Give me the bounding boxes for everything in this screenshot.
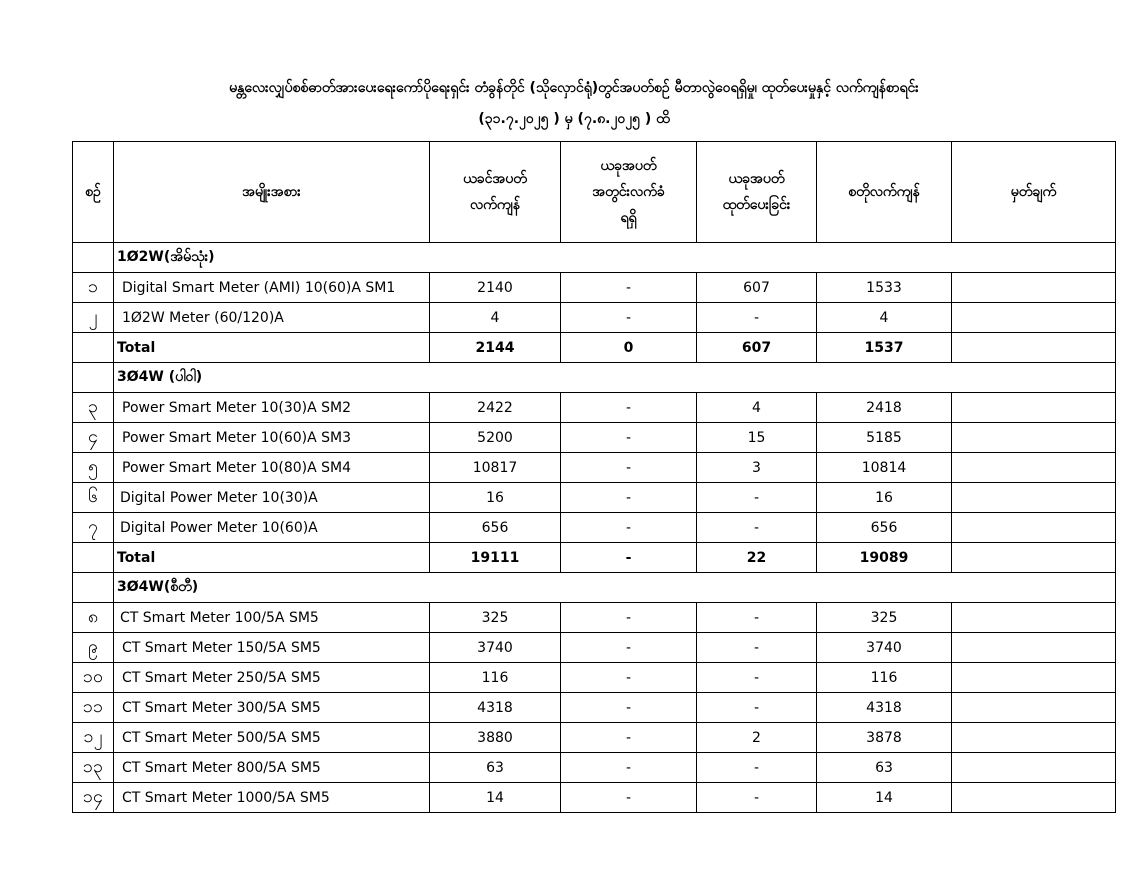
received: - — [561, 453, 697, 483]
meter-type: CT Smart Meter 150/5A SM5 — [114, 633, 430, 663]
remarks — [952, 783, 1116, 813]
issued: 607 — [697, 273, 817, 303]
table-row — [73, 303, 1116, 333]
prev-balance: 3880 — [430, 723, 561, 753]
remarks — [952, 663, 1116, 693]
table-row — [73, 633, 1116, 663]
remarks — [952, 453, 1116, 483]
table-row — [73, 603, 1116, 633]
section-row — [73, 243, 1116, 273]
table-row — [73, 723, 1116, 753]
table-row — [73, 483, 1116, 513]
remarks — [952, 753, 1116, 783]
issued: 15 — [697, 423, 817, 453]
header-issued: ယခုအပတ် ထုတ်ပေးခြင်း — [697, 142, 817, 243]
header-received: ယခုအပတ် အတွင်းလက်ခံ ရရှိ — [561, 142, 697, 243]
meter-type: CT Smart Meter 250/5A SM5 — [114, 663, 430, 693]
total-remarks — [952, 333, 1116, 363]
section-no-cell — [73, 573, 114, 603]
received: - — [561, 303, 697, 333]
section-label: 3Ø4W (ပါဝါ) — [114, 363, 1116, 393]
table-row — [73, 513, 1116, 543]
issued: - — [697, 513, 817, 543]
prev-balance: 2422 — [430, 393, 561, 423]
received: - — [561, 723, 697, 753]
received: - — [561, 273, 697, 303]
total-row — [73, 333, 1116, 363]
issued: - — [697, 603, 817, 633]
total-issued: 22 — [697, 543, 817, 573]
issued: - — [697, 483, 817, 513]
store-balance: 10814 — [817, 453, 952, 483]
total-label: Total — [114, 543, 430, 573]
total-no-cell — [73, 333, 114, 363]
header-remarks: မှတ်ချက် — [952, 142, 1116, 243]
header-store-balance: စတိုလက်ကျန် — [817, 142, 952, 243]
received: - — [561, 393, 697, 423]
total-remarks — [952, 543, 1116, 573]
table-row — [73, 393, 1116, 423]
section-label: 1Ø2W(အိမ်သုံး) — [114, 243, 1116, 273]
table-row — [73, 783, 1116, 813]
total-label: Total — [114, 333, 430, 363]
received: - — [561, 753, 697, 783]
header-no: စဉ် — [73, 142, 114, 243]
meter-type: CT Smart Meter 500/5A SM5 — [114, 723, 430, 753]
received: - — [561, 633, 697, 663]
prev-balance: 4 — [430, 303, 561, 333]
meter-type: Digital Power Meter 10(60)A — [114, 513, 430, 543]
inventory-table — [72, 141, 1116, 813]
total-received: 0 — [561, 333, 697, 363]
row-number: ၁၃ — [73, 753, 114, 783]
issued: 2 — [697, 723, 817, 753]
meter-type: CT Smart Meter 800/5A SM5 — [114, 753, 430, 783]
issued: 4 — [697, 393, 817, 423]
issued: - — [697, 633, 817, 663]
row-number: ၆ — [73, 483, 114, 513]
remarks — [952, 393, 1116, 423]
issued: - — [697, 663, 817, 693]
received: - — [561, 603, 697, 633]
header-prev-balance: ယခင်အပတ် လက်ကျန် — [430, 142, 561, 243]
total-prev-balance: 2144 — [430, 333, 561, 363]
store-balance: 3740 — [817, 633, 952, 663]
row-number: ၉ — [73, 633, 114, 663]
issued: - — [697, 303, 817, 333]
remarks — [952, 483, 1116, 513]
remarks — [952, 633, 1116, 663]
row-number: ၇ — [73, 513, 114, 543]
meter-type: CT Smart Meter 1000/5A SM5 — [114, 783, 430, 813]
store-balance: 4318 — [817, 693, 952, 723]
row-number: ၅ — [73, 453, 114, 483]
row-number: ၈ — [73, 603, 114, 633]
total-received: - — [561, 543, 697, 573]
header-type: အမျိုးအစား — [114, 142, 430, 243]
store-balance: 16 — [817, 483, 952, 513]
store-balance: 63 — [817, 753, 952, 783]
report-title: မန္တလေးလျှပ်စစ်ဓာတ်အားပေးရေးကော်ပိုရေးရှင်း တံခွန်တိုင် (သိုလှောင်ရုံ)တွင်အပတ်စဉ် မီတာလွဲဝေရရှိမှု၊ ထုတ်ပေးမှုနှင့် လက်ကျန်စာရင်း — [229, 80, 919, 96]
prev-balance: 63 — [430, 753, 561, 783]
row-number: ၁၁ — [73, 693, 114, 723]
store-balance: 4 — [817, 303, 952, 333]
received: - — [561, 513, 697, 543]
table-row — [73, 753, 1116, 783]
meter-type: Power Smart Meter 10(60)A SM3 — [114, 423, 430, 453]
prev-balance: 3740 — [430, 633, 561, 663]
issued: - — [697, 753, 817, 783]
row-number: ၂ — [73, 303, 114, 333]
received: - — [561, 483, 697, 513]
table-row — [73, 453, 1116, 483]
received: - — [561, 783, 697, 813]
section-label: 3Ø4W(စီတီ) — [114, 573, 1116, 603]
total-store-balance: 19089 — [817, 543, 952, 573]
prev-balance: 656 — [430, 513, 561, 543]
received: - — [561, 423, 697, 453]
total-store-balance: 1537 — [817, 333, 952, 363]
meter-type: 1Ø2W Meter (60/120)A — [114, 303, 430, 333]
section-row — [73, 573, 1116, 603]
row-number: ၁၀ — [73, 663, 114, 693]
store-balance: 3878 — [817, 723, 952, 753]
meter-type: Power Smart Meter 10(80)A SM4 — [114, 453, 430, 483]
remarks — [952, 303, 1116, 333]
section-no-cell — [73, 243, 114, 273]
total-issued: 607 — [697, 333, 817, 363]
table-row — [73, 693, 1116, 723]
store-balance: 1533 — [817, 273, 952, 303]
store-balance: 656 — [817, 513, 952, 543]
meter-type: Power Smart Meter 10(30)A SM2 — [114, 393, 430, 423]
remarks — [952, 603, 1116, 633]
store-balance: 14 — [817, 783, 952, 813]
remarks — [952, 273, 1116, 303]
total-row — [73, 543, 1116, 573]
remarks — [952, 723, 1116, 753]
total-prev-balance: 19111 — [430, 543, 561, 573]
meter-type: Digital Power Meter 10(30)A — [114, 483, 430, 513]
total-no-cell — [73, 543, 114, 573]
prev-balance: 10817 — [430, 453, 561, 483]
remarks — [952, 693, 1116, 723]
meter-type: CT Smart Meter 100/5A SM5 — [114, 603, 430, 633]
meter-type: CT Smart Meter 300/5A SM5 — [114, 693, 430, 723]
store-balance: 5185 — [817, 423, 952, 453]
row-number: ၃ — [73, 393, 114, 423]
store-balance: 2418 — [817, 393, 952, 423]
row-number: ၁၄ — [73, 783, 114, 813]
row-number: ၁၂ — [73, 723, 114, 753]
prev-balance: 325 — [430, 603, 561, 633]
section-row — [73, 363, 1116, 393]
remarks — [952, 423, 1116, 453]
issued: 3 — [697, 453, 817, 483]
remarks — [952, 513, 1116, 543]
row-number: ၁ — [73, 273, 114, 303]
issued: - — [697, 693, 817, 723]
table-row — [73, 273, 1116, 303]
prev-balance: 4318 — [430, 693, 561, 723]
prev-balance: 5200 — [430, 423, 561, 453]
row-number: ၄ — [73, 423, 114, 453]
table-row — [73, 423, 1116, 453]
report-date-range: (၃၁.၇.၂၀၂၅ ) မှ (၇.၈.၂၀၂၅ ) ထိ — [478, 111, 670, 127]
store-balance: 116 — [817, 663, 952, 693]
prev-balance: 2140 — [430, 273, 561, 303]
store-balance: 325 — [817, 603, 952, 633]
section-no-cell — [73, 363, 114, 393]
meter-type: Digital Smart Meter (AMI) 10(60)A SM1 — [114, 273, 430, 303]
prev-balance: 14 — [430, 783, 561, 813]
prev-balance: 16 — [430, 483, 561, 513]
issued: - — [697, 783, 817, 813]
prev-balance: 116 — [430, 663, 561, 693]
header-row — [73, 142, 1116, 243]
received: - — [561, 693, 697, 723]
received: - — [561, 663, 697, 693]
table-row — [73, 663, 1116, 693]
